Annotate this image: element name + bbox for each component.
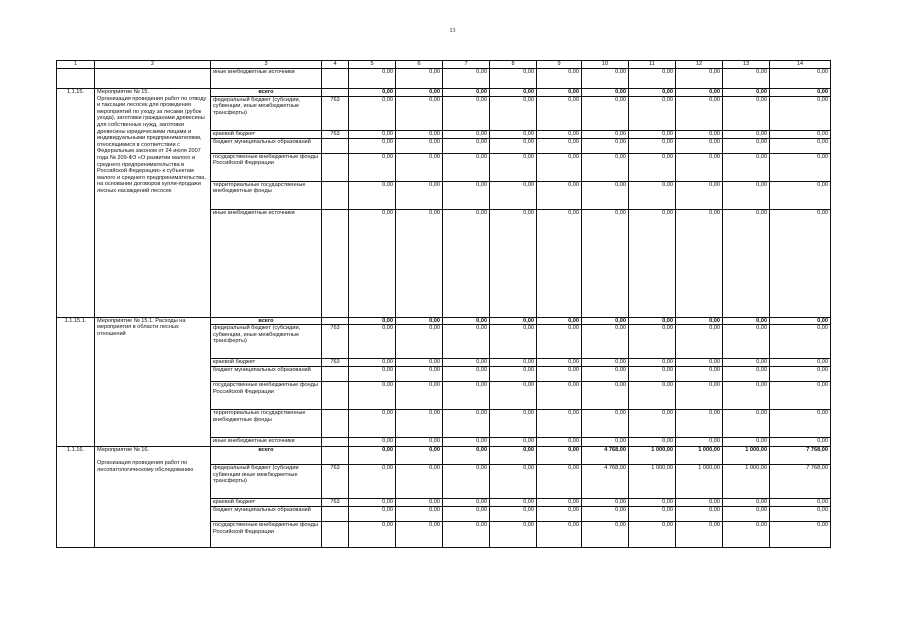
amount-cell: 0,00 bbox=[770, 181, 831, 209]
amount-cell: 0,00 bbox=[629, 522, 676, 548]
amount-cell: 0,00 bbox=[770, 499, 831, 507]
budget-code bbox=[322, 181, 349, 209]
budget-code bbox=[322, 438, 349, 447]
amount-cell: 0,00 bbox=[537, 465, 582, 499]
column-header: 7 bbox=[443, 61, 490, 69]
amount-cell: 0,00 bbox=[676, 69, 723, 89]
amount-cell: 0,00 bbox=[443, 522, 490, 548]
amount-cell: 0,00 bbox=[349, 359, 396, 367]
amount-cell: 0,00 bbox=[582, 209, 629, 317]
funding-source: иные внебюджетные источники bbox=[211, 438, 322, 447]
column-header: 11 bbox=[629, 61, 676, 69]
amount-cell: 0,00 bbox=[723, 69, 770, 89]
amount-cell: 7 768,00 bbox=[770, 465, 831, 499]
amount-cell: 0,00 bbox=[349, 325, 396, 359]
amount-cell: 0,00 bbox=[723, 153, 770, 181]
amount-cell: 0,00 bbox=[537, 69, 582, 89]
amount-cell: 0,00 bbox=[582, 522, 629, 548]
funding-source: бюджет муниципальных образований bbox=[211, 138, 322, 153]
amount-cell: 0,00 bbox=[396, 153, 443, 181]
amount-cell: 0,00 bbox=[582, 359, 629, 367]
amount-cell: 0,00 bbox=[443, 69, 490, 89]
funding-source: государственные внебюджетные фонды Российской Федерации bbox=[211, 153, 322, 181]
amount-cell: 0,00 bbox=[537, 367, 582, 382]
amount-cell: 0,00 bbox=[582, 410, 629, 438]
amount-cell: 0,00 bbox=[770, 209, 831, 317]
amount-cell: 0,00 bbox=[490, 382, 537, 410]
budget-code bbox=[322, 317, 349, 325]
amount-cell: 0,00 bbox=[490, 96, 537, 130]
funding-source: всего bbox=[211, 89, 322, 97]
amount-cell: 0,00 bbox=[349, 209, 396, 317]
column-header: 13 bbox=[723, 61, 770, 69]
amount-cell: 1 000,00 bbox=[676, 447, 723, 465]
amount-cell: 0,00 bbox=[443, 317, 490, 325]
amount-cell: 0,00 bbox=[490, 209, 537, 317]
amount-cell: 0,00 bbox=[443, 181, 490, 209]
amount-cell: 0,00 bbox=[537, 507, 582, 522]
amount-cell: 0,00 bbox=[723, 181, 770, 209]
amount-cell: 0,00 bbox=[629, 317, 676, 325]
amount-cell: 0,00 bbox=[582, 325, 629, 359]
amount-cell: 0,00 bbox=[349, 69, 396, 89]
amount-cell: 0,00 bbox=[629, 325, 676, 359]
amount-cell: 0,00 bbox=[396, 507, 443, 522]
amount-cell: 0,00 bbox=[582, 382, 629, 410]
amount-cell: 1 000,00 bbox=[676, 465, 723, 499]
column-header: 9 bbox=[537, 61, 582, 69]
budget-code bbox=[322, 89, 349, 97]
funding-source: государственные внебюджетные фонды Российской Федерации bbox=[211, 522, 322, 548]
amount-cell: 0,00 bbox=[490, 130, 537, 138]
funding-source: краевой бюджет bbox=[211, 499, 322, 507]
amount-cell: 0,00 bbox=[582, 153, 629, 181]
amount-cell: 0,00 bbox=[770, 359, 831, 367]
amount-cell: 0,00 bbox=[537, 138, 582, 153]
amount-cell: 0,00 bbox=[582, 69, 629, 89]
row-index: 1.1.16. bbox=[57, 447, 95, 548]
funding-source: бюджет муниципальных образований bbox=[211, 507, 322, 522]
amount-cell: 0,00 bbox=[770, 69, 831, 89]
amount-cell: 0,00 bbox=[443, 499, 490, 507]
amount-cell: 0,00 bbox=[349, 153, 396, 181]
amount-cell: 0,00 bbox=[443, 325, 490, 359]
budget-code bbox=[322, 209, 349, 317]
amount-cell: 0,00 bbox=[676, 89, 723, 97]
amount-cell: 0,00 bbox=[396, 522, 443, 548]
amount-cell: 0,00 bbox=[443, 438, 490, 447]
column-header: 3 bbox=[211, 61, 322, 69]
amount-cell: 0,00 bbox=[723, 499, 770, 507]
amount-cell: 4 768,00 bbox=[582, 465, 629, 499]
amount-cell: 0,00 bbox=[629, 410, 676, 438]
amount-cell: 0,00 bbox=[396, 130, 443, 138]
column-header: 2 bbox=[95, 61, 211, 69]
amount-cell: 0,00 bbox=[349, 96, 396, 130]
amount-cell: 0,00 bbox=[537, 317, 582, 325]
amount-cell: 0,00 bbox=[582, 507, 629, 522]
amount-cell: 0,00 bbox=[490, 89, 537, 97]
amount-cell: 0,00 bbox=[396, 96, 443, 130]
amount-cell: 0,00 bbox=[490, 507, 537, 522]
amount-cell: 0,00 bbox=[349, 465, 396, 499]
budget-table bbox=[56, 60, 831, 548]
amount-cell: 0,00 bbox=[723, 209, 770, 317]
column-header: 12 bbox=[676, 61, 723, 69]
amount-cell: 0,00 bbox=[629, 382, 676, 410]
amount-cell: 0,00 bbox=[396, 499, 443, 507]
budget-code: 763 bbox=[322, 359, 349, 367]
amount-cell: 0,00 bbox=[443, 359, 490, 367]
amount-cell: 0,00 bbox=[676, 367, 723, 382]
amount-cell: 0,00 bbox=[723, 130, 770, 138]
amount-cell: 0,00 bbox=[723, 359, 770, 367]
amount-cell: 0,00 bbox=[537, 382, 582, 410]
amount-cell: 0,00 bbox=[537, 359, 582, 367]
funding-source: федеральный бюджет (субсидии, субвенции, иные межбюджетные трансферты) bbox=[211, 96, 322, 130]
amount-cell: 0,00 bbox=[349, 130, 396, 138]
amount-cell: 0,00 bbox=[723, 382, 770, 410]
amount-cell: 0,00 bbox=[537, 209, 582, 317]
amount-cell: 0,00 bbox=[676, 438, 723, 447]
amount-cell: 0,00 bbox=[676, 181, 723, 209]
amount-cell: 0,00 bbox=[349, 410, 396, 438]
amount-cell: 0,00 bbox=[629, 359, 676, 367]
amount-cell: 0,00 bbox=[396, 181, 443, 209]
amount-cell: 1 000,00 bbox=[629, 465, 676, 499]
amount-cell: 0,00 bbox=[676, 507, 723, 522]
amount-cell: 0,00 bbox=[443, 465, 490, 499]
amount-cell: 0,00 bbox=[443, 382, 490, 410]
amount-cell: 0,00 bbox=[770, 522, 831, 548]
table-row bbox=[57, 447, 831, 465]
amount-cell: 0,00 bbox=[770, 507, 831, 522]
amount-cell: 0,00 bbox=[443, 367, 490, 382]
column-header-row bbox=[57, 61, 831, 69]
amount-cell: 0,00 bbox=[349, 367, 396, 382]
amount-cell: 0,00 bbox=[723, 96, 770, 130]
amount-cell: 0,00 bbox=[723, 325, 770, 359]
measure-description: Мероприятие № 16. Организация проведения работ по лесопатологическому обследованию bbox=[95, 447, 211, 548]
amount-cell: 0,00 bbox=[490, 438, 537, 447]
amount-cell: 0,00 bbox=[629, 153, 676, 181]
amount-cell: 0,00 bbox=[443, 89, 490, 97]
amount-cell: 1 000,00 bbox=[723, 447, 770, 465]
amount-cell: 4 768,00 bbox=[582, 447, 629, 465]
amount-cell: 0,00 bbox=[770, 367, 831, 382]
amount-cell: 0,00 bbox=[490, 367, 537, 382]
amount-cell: 0,00 bbox=[676, 382, 723, 410]
amount-cell: 0,00 bbox=[443, 447, 490, 465]
amount-cell: 0,00 bbox=[582, 130, 629, 138]
amount-cell: 0,00 bbox=[676, 317, 723, 325]
amount-cell: 0,00 bbox=[443, 209, 490, 317]
budget-code bbox=[322, 367, 349, 382]
amount-cell: 0,00 bbox=[629, 499, 676, 507]
amount-cell: 0,00 bbox=[723, 89, 770, 97]
amount-cell: 0,00 bbox=[349, 522, 396, 548]
amount-cell: 0,00 bbox=[490, 69, 537, 89]
amount-cell: 0,00 bbox=[349, 382, 396, 410]
amount-cell: 0,00 bbox=[770, 317, 831, 325]
amount-cell: 0,00 bbox=[396, 359, 443, 367]
amount-cell: 0,00 bbox=[537, 181, 582, 209]
amount-cell: 0,00 bbox=[349, 507, 396, 522]
amount-cell: 0,00 bbox=[770, 153, 831, 181]
amount-cell: 0,00 bbox=[349, 181, 396, 209]
amount-cell: 0,00 bbox=[349, 138, 396, 153]
amount-cell: 0,00 bbox=[396, 138, 443, 153]
budget-code bbox=[322, 410, 349, 438]
amount-cell: 0,00 bbox=[676, 410, 723, 438]
amount-cell: 0,00 bbox=[629, 507, 676, 522]
amount-cell: 0,00 bbox=[396, 367, 443, 382]
amount-cell: 0,00 bbox=[490, 138, 537, 153]
funding-source: всего bbox=[211, 317, 322, 325]
amount-cell: 0,00 bbox=[396, 410, 443, 438]
amount-cell: 0,00 bbox=[723, 507, 770, 522]
amount-cell: 0,00 bbox=[349, 89, 396, 97]
table-row bbox=[57, 69, 831, 89]
amount-cell: 0,00 bbox=[443, 130, 490, 138]
budget-code: 763 bbox=[322, 325, 349, 359]
amount-cell: 0,00 bbox=[443, 96, 490, 130]
amount-cell: 0,00 bbox=[537, 410, 582, 438]
amount-cell: 0,00 bbox=[676, 96, 723, 130]
column-header: 4 bbox=[322, 61, 349, 69]
amount-cell: 0,00 bbox=[676, 209, 723, 317]
amount-cell: 0,00 bbox=[676, 130, 723, 138]
amount-cell: 0,00 bbox=[770, 130, 831, 138]
amount-cell: 0,00 bbox=[582, 138, 629, 153]
amount-cell: 0,00 bbox=[396, 209, 443, 317]
budget-code: 763 bbox=[322, 499, 349, 507]
amount-cell: 0,00 bbox=[629, 69, 676, 89]
amount-cell: 1 000,00 bbox=[723, 465, 770, 499]
amount-cell: 0,00 bbox=[629, 96, 676, 130]
amount-cell: 0,00 bbox=[629, 181, 676, 209]
amount-cell: 0,00 bbox=[770, 382, 831, 410]
column-header: 10 bbox=[582, 61, 629, 69]
amount-cell: 0,00 bbox=[723, 410, 770, 438]
measure-description: Мероприятие № 15.1. Расходы на мероприятия в области лесных отношений bbox=[95, 317, 211, 447]
amount-cell: 0,00 bbox=[443, 410, 490, 438]
column-header: 1 bbox=[57, 61, 95, 69]
amount-cell: 0,00 bbox=[676, 499, 723, 507]
table-row bbox=[57, 89, 831, 97]
amount-cell: 1 000,00 bbox=[629, 447, 676, 465]
amount-cell: 0,00 bbox=[537, 96, 582, 130]
amount-cell: 0,00 bbox=[537, 153, 582, 181]
amount-cell: 0,00 bbox=[723, 317, 770, 325]
funding-source: краевой бюджет bbox=[211, 130, 322, 138]
amount-cell: 0,00 bbox=[490, 522, 537, 548]
amount-cell: 0,00 bbox=[490, 181, 537, 209]
amount-cell: 0,00 bbox=[537, 499, 582, 507]
column-header: 14 bbox=[770, 61, 831, 69]
column-header: 6 bbox=[396, 61, 443, 69]
page-number: 13 bbox=[449, 28, 456, 34]
budget-code bbox=[322, 153, 349, 181]
amount-cell: 0,00 bbox=[676, 522, 723, 548]
amount-cell: 0,00 bbox=[582, 96, 629, 130]
funding-source: территориальные государственные внебюджетные фонды bbox=[211, 181, 322, 209]
budget-code: 763 bbox=[322, 465, 349, 499]
amount-cell: 0,00 bbox=[770, 325, 831, 359]
table-body bbox=[57, 61, 831, 548]
amount-cell: 0,00 bbox=[396, 69, 443, 89]
amount-cell: 0,00 bbox=[396, 447, 443, 465]
table-row bbox=[57, 317, 831, 325]
row-index: 1.1.15. bbox=[57, 89, 95, 318]
amount-cell: 0,00 bbox=[349, 447, 396, 465]
amount-cell: 0,00 bbox=[582, 367, 629, 382]
amount-cell: 0,00 bbox=[770, 89, 831, 97]
measure-description bbox=[95, 69, 211, 89]
amount-cell: 0,00 bbox=[396, 89, 443, 97]
funding-source: федеральный бюджет (субсидии субвенции иные межбюджетные трансферты) bbox=[211, 465, 322, 499]
amount-cell: 0,00 bbox=[443, 507, 490, 522]
budget-code bbox=[322, 382, 349, 410]
amount-cell: 0,00 bbox=[629, 367, 676, 382]
funding-source: государственные внебюджетные фонды Российской Федерации bbox=[211, 382, 322, 410]
amount-cell: 0,00 bbox=[490, 153, 537, 181]
amount-cell: 0,00 bbox=[770, 96, 831, 130]
amount-cell: 0,00 bbox=[676, 359, 723, 367]
amount-cell: 0,00 bbox=[396, 465, 443, 499]
amount-cell: 0,00 bbox=[490, 447, 537, 465]
funding-source: территориальные государственные внебюджетные фонды bbox=[211, 410, 322, 438]
amount-cell: 0,00 bbox=[629, 130, 676, 138]
amount-cell: 0,00 bbox=[629, 209, 676, 317]
budget-code bbox=[322, 138, 349, 153]
funding-source: иные внебюджетные источники bbox=[211, 69, 322, 89]
amount-cell: 0,00 bbox=[396, 382, 443, 410]
column-header: 8 bbox=[490, 61, 537, 69]
amount-cell: 0,00 bbox=[443, 153, 490, 181]
amount-cell: 0,00 bbox=[582, 89, 629, 97]
amount-cell: 7 768,00 bbox=[770, 447, 831, 465]
amount-cell: 0,00 bbox=[676, 153, 723, 181]
amount-cell: 0,00 bbox=[537, 438, 582, 447]
amount-cell: 0,00 bbox=[537, 130, 582, 138]
row-index: 1.1.15.1. bbox=[57, 317, 95, 447]
amount-cell: 0,00 bbox=[490, 359, 537, 367]
amount-cell: 0,00 bbox=[770, 138, 831, 153]
amount-cell: 0,00 bbox=[490, 465, 537, 499]
amount-cell: 0,00 bbox=[582, 317, 629, 325]
amount-cell: 0,00 bbox=[723, 522, 770, 548]
amount-cell: 0,00 bbox=[490, 499, 537, 507]
amount-cell: 0,00 bbox=[349, 317, 396, 325]
amount-cell: 0,00 bbox=[490, 410, 537, 438]
budget-code bbox=[322, 507, 349, 522]
measure-description: Мероприятие № 15. Организация проведения работ по отводу и таксации лесосек для проведения мероприятий по уходу за лесами (рубок ухода), заготовки гражданами древесины для собственных нужд, заготовки древесины юридическими лицами и индивидуальными предпринимателями, относящимися в соответствии с Федеральным законом от 24 июля 2007 года № 209-ФЗ «О развитии малого и среднего предпринимательства в Российской Федерации» к субъектам малого и среднего предпринимательства, на основании договоров купли-продажи лесных насаждений лесосек bbox=[95, 89, 211, 318]
budget-code bbox=[322, 522, 349, 548]
budget-code bbox=[322, 447, 349, 465]
budget-code bbox=[322, 69, 349, 89]
amount-cell: 0,00 bbox=[490, 325, 537, 359]
column-header: 5 bbox=[349, 61, 396, 69]
amount-cell: 0,00 bbox=[770, 438, 831, 447]
amount-cell: 0,00 bbox=[676, 138, 723, 153]
amount-cell: 0,00 bbox=[723, 438, 770, 447]
row-index bbox=[57, 69, 95, 89]
amount-cell: 0,00 bbox=[676, 325, 723, 359]
funding-source: всего bbox=[211, 447, 322, 465]
amount-cell: 0,00 bbox=[582, 499, 629, 507]
funding-source: иные внебюджетные источники bbox=[211, 209, 322, 317]
amount-cell: 0,00 bbox=[537, 325, 582, 359]
amount-cell: 0,00 bbox=[582, 438, 629, 447]
amount-cell: 0,00 bbox=[396, 438, 443, 447]
amount-cell: 0,00 bbox=[629, 138, 676, 153]
amount-cell: 0,00 bbox=[349, 438, 396, 447]
amount-cell: 0,00 bbox=[723, 367, 770, 382]
budget-code: 763 bbox=[322, 130, 349, 138]
amount-cell: 0,00 bbox=[629, 438, 676, 447]
amount-cell: 0,00 bbox=[582, 181, 629, 209]
amount-cell: 0,00 bbox=[629, 89, 676, 97]
amount-cell: 0,00 bbox=[537, 89, 582, 97]
amount-cell: 0,00 bbox=[349, 499, 396, 507]
funding-source: краевой бюджет bbox=[211, 359, 322, 367]
amount-cell: 0,00 bbox=[537, 522, 582, 548]
amount-cell: 0,00 bbox=[443, 138, 490, 153]
funding-source: федеральный бюджет (субсидии, субвенции, иные межбюджетные трансферты) bbox=[211, 325, 322, 359]
amount-cell: 0,00 bbox=[537, 447, 582, 465]
amount-cell: 0,00 bbox=[396, 325, 443, 359]
amount-cell: 0,00 bbox=[490, 317, 537, 325]
amount-cell: 0,00 bbox=[770, 410, 831, 438]
funding-source: бюджет муниципальных образований bbox=[211, 367, 322, 382]
amount-cell: 0,00 bbox=[396, 317, 443, 325]
amount-cell: 0,00 bbox=[723, 138, 770, 153]
budget-code: 763 bbox=[322, 96, 349, 130]
